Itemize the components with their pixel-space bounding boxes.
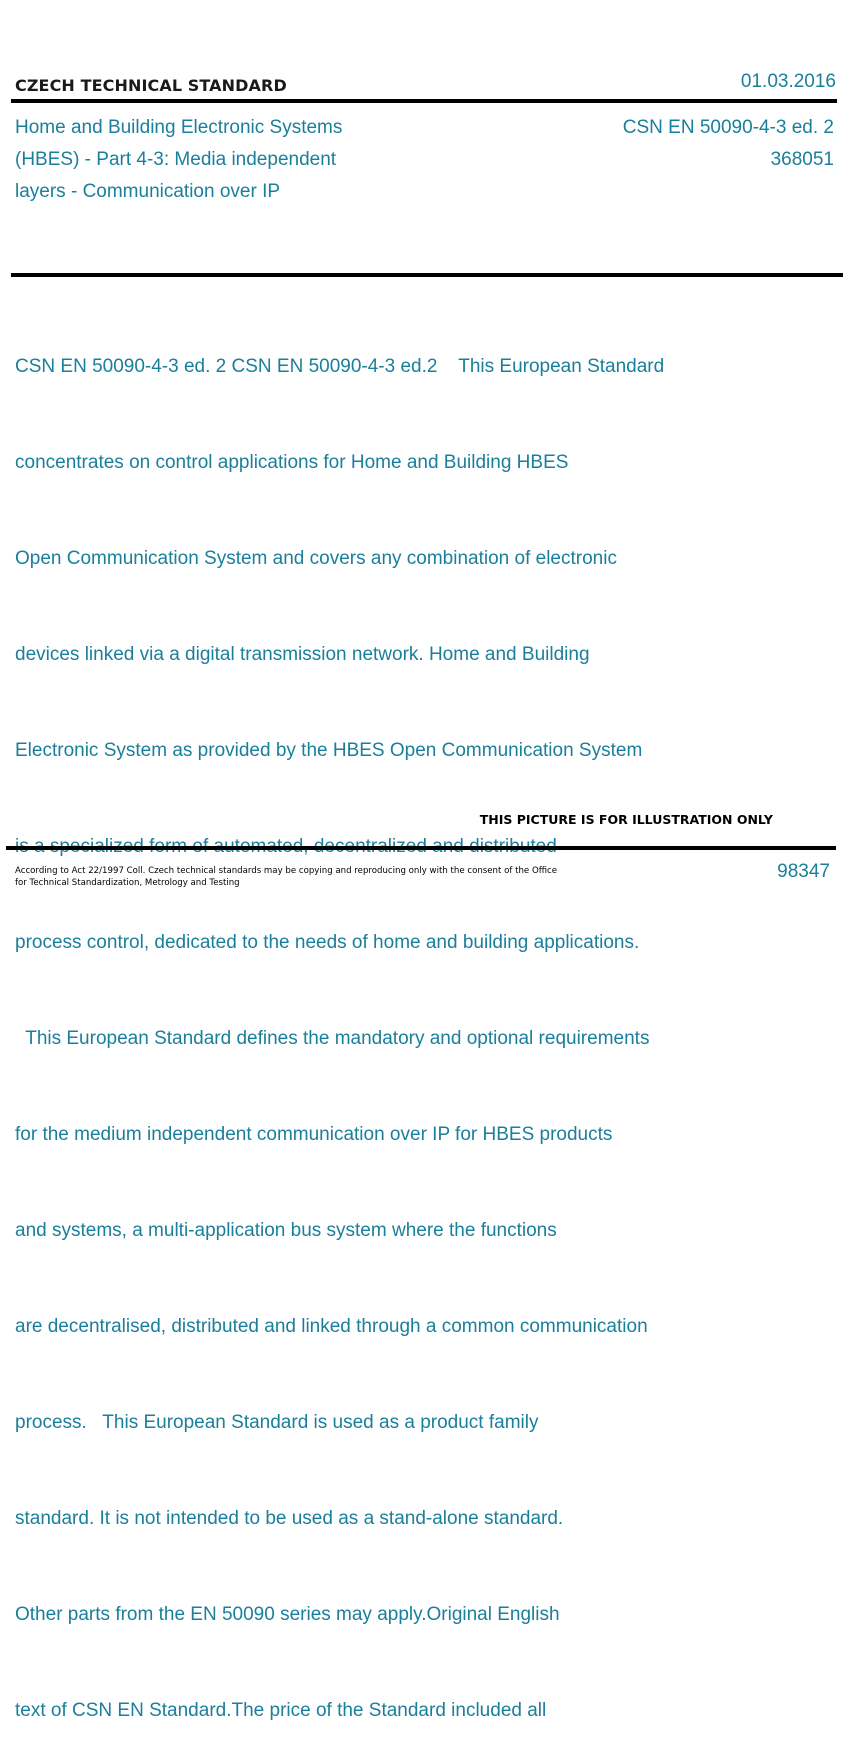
illustration-disclaimer: THIS PICTURE IS FOR ILLUSTRATION ONLY [479,812,773,827]
standard-abstract [15,287,845,1759]
abstract-line: concentrates on control applications for Home and Building HBES [15,452,569,473]
abstract-line: standard. It is not intended to be used as a stand-alone standard. [15,1508,564,1529]
standard-title: Home and Building Electronic Systems (HBES) - Part 4-3: Media independent layers - Communication over IP [15,117,343,202]
abstract-line: process. This European Standard is used as a product family [15,1412,539,1433]
document-code: 98347 [777,861,830,882]
abstract-line: CSN EN 50090-4-3 ed. 2 CSN EN 50090-4-3 ed.2 This European Standard [15,356,665,377]
title-divider [11,273,843,277]
footer-divider [6,846,836,850]
abstract-line: devices linked via a digital transmission network. Home and Building [15,644,590,665]
standard-number: CSN EN 50090-4-3 ed. 2 [622,117,834,138]
document-type-title: CZECH TECHNICAL STANDARD [15,76,287,95]
abstract-line: Open Communication System and covers any combination of electronic [15,548,617,569]
header-divider [11,99,837,103]
abstract-line: process control, dedicated to the needs of home and building applications. [15,932,640,953]
abstract-line: for the medium independent communication over IP for HBES products [15,1124,613,1145]
abstract-line: are decentralised, distributed and linked through a common communication [15,1316,648,1337]
abstract-line: Other parts from the EN 50090 series may apply.Original English [15,1604,560,1625]
publication-date: 01.03.2016 [740,71,836,92]
legal-notice: According to Act 22/1997 Coll. Czech technical standards may be copying and reproducing only with the consent of the Office for Technical Standardization, Metrology and Testing [15,866,558,888]
classification-code: 368051 [770,149,834,170]
abstract-line: text of CSN EN Standard.The price of the Standard included all [15,1700,547,1721]
abstract-line: and systems, a multi-application bus system where the functions [15,1220,557,1241]
abstract-line: Electronic System as provided by the HBES Open Communication System [15,740,643,761]
abstract-line: This European Standard defines the mandatory and optional requirements [15,1028,650,1049]
